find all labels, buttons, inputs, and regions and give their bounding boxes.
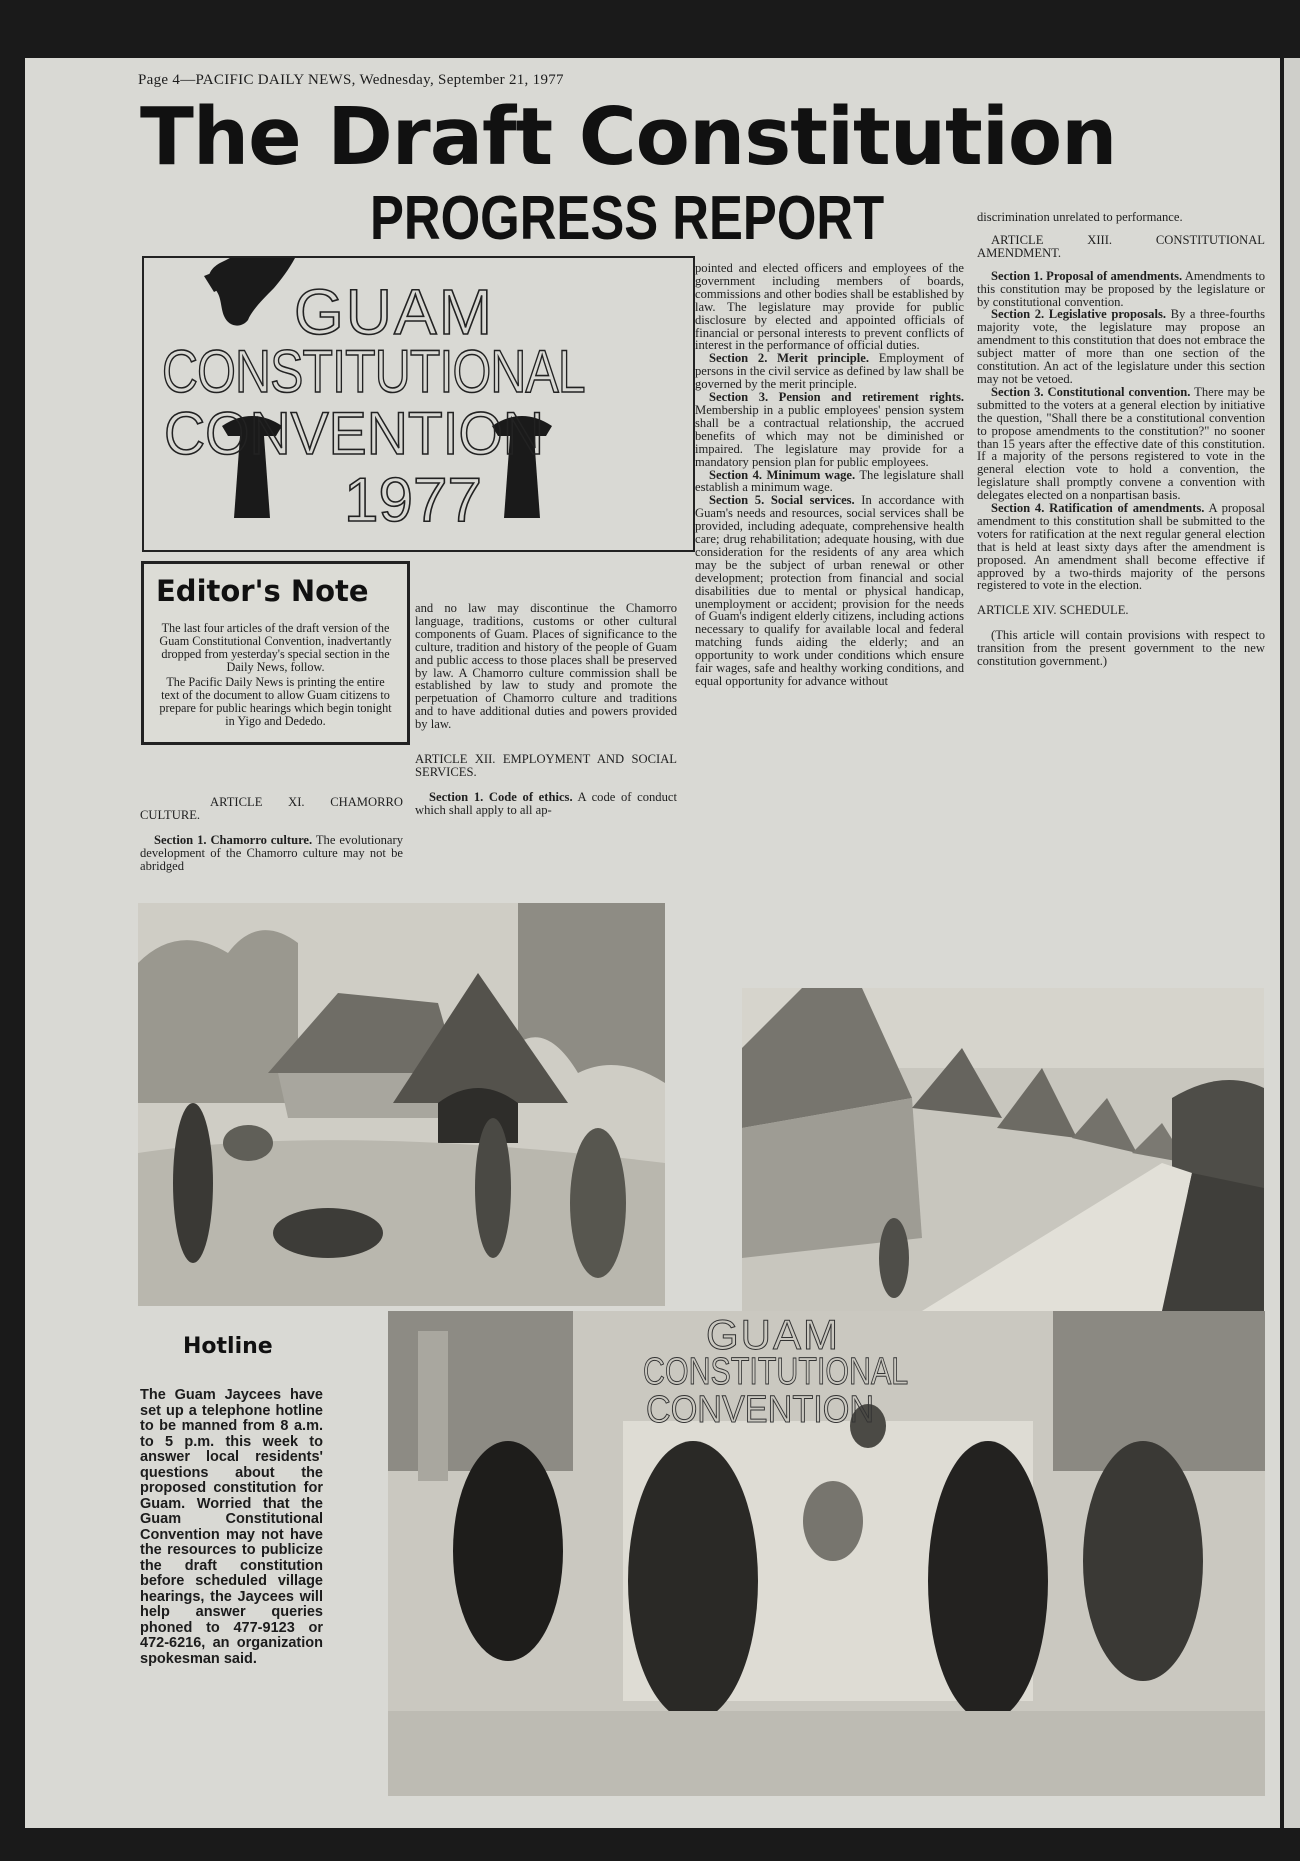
section-text: A code of conduct which shall apply to all ap- bbox=[415, 789, 677, 817]
editors-note-paragraph: The Pacific Daily News is printing the entire text of the document to allow Guam citizens to prepare for public hearings which begin tonight in Yigo and Dededo. bbox=[159, 675, 392, 728]
logo-line1: GUAM bbox=[294, 276, 494, 348]
editors-note-paragraph: The last four articles of the draft version of the Guam Constitutional Convention, inadvertantly dropped from yesterday's special section in the Daily News, follow. bbox=[159, 621, 392, 674]
section-heading: Section 1. Proposal of amendments. bbox=[991, 268, 1183, 283]
article-xiii-section-4 bbox=[977, 502, 1265, 592]
article-xii-heading: ARTICLE XII. EMPLOYMENT AND SOCIAL SERVICES. bbox=[415, 752, 677, 779]
section-text: The evolutionary development of the Chamorro culture may not be abridged bbox=[140, 832, 403, 873]
convention-delegates-photo bbox=[388, 1311, 1265, 1796]
photo-banner-line3: CONVENTION bbox=[646, 1389, 875, 1431]
section-heading: Section 1. Chamorro culture. bbox=[154, 832, 313, 847]
section-text: The legislature shall establish a minimum wage. bbox=[695, 467, 964, 495]
photo-banner-line1: GUAM bbox=[706, 1311, 840, 1358]
headline: The Draft Constitution bbox=[140, 91, 1117, 183]
article-xiv-note: (This article will contain provisions with respect to transition from the present government to the new constitution government.) bbox=[977, 628, 1265, 669]
column-3 bbox=[695, 262, 964, 688]
section-heading: Section 4. Minimum wage. bbox=[709, 467, 856, 482]
article-xiv-heading: ARTICLE XIV. SCHEDULE. bbox=[977, 603, 1129, 618]
article-xi-heading: ARTICLE XI. CHAMORRO CULTURE. bbox=[140, 795, 403, 822]
article-xii-section-3 bbox=[695, 391, 964, 468]
village-street-drawing bbox=[742, 988, 1264, 1311]
thatched-houses-photo bbox=[742, 988, 1264, 1311]
village-drawing bbox=[138, 903, 665, 1306]
column-4 bbox=[977, 211, 1265, 668]
convention-logo bbox=[142, 256, 695, 552]
section-heading: Section 5. Social services. bbox=[709, 493, 855, 508]
logo-line3: CONVENTION bbox=[164, 400, 545, 467]
article-xiii-heading: ARTICLE XIII. CONSTITUTIONAL AMENDMENT. bbox=[977, 232, 1265, 260]
article-xii-section-2 bbox=[695, 352, 964, 391]
section-heading: Section 1. Code of ethics. bbox=[429, 789, 573, 804]
hotline-body: The Guam Jaycees have set up a telephone hotline to be manned from 8 a.m. to 5 p.m. this week to answer local residents' questions about the proposed constitution for Guam. Worried that the Guam Constitutional Convention may not have the resources to publicize the draft constitution before scheduled village hearings, the Jaycees will help answer queries phoned to 477-9123 or 472-6216, an organization spokesman said. bbox=[140, 1387, 323, 1667]
subhead: PROGRESS REPORT bbox=[370, 184, 885, 253]
article-xii-continued: discrimination unrelated to performance. bbox=[977, 210, 1183, 224]
next-page-edge bbox=[1284, 58, 1300, 1828]
article-xii-section-4 bbox=[695, 469, 964, 495]
photo-banner-line2: CONSTITUTIONAL bbox=[643, 1351, 909, 1393]
section-heading: Section 2. Merit principle. bbox=[709, 351, 869, 366]
article-xiii-section-2 bbox=[977, 308, 1265, 385]
section-text: A proposal amendment to this constitution shall be submitted to the voters for ratification at the next regular general election that is held at least sixty days after the amendment is proposed. An amendment shall become effective if approved by a two-thirds majority of the persons registered to vote in the election. bbox=[977, 501, 1266, 593]
article-xi-continued: and no law may discontinue the Chamorro language, traditions, customs or other cultural components of Guam. Places of significance to the culture, tradition and history of the people of Guam and public access to those places shall be preserved by law. A Chamorro culture commission shall be established by law to study and promote the perpetuation of Chamorro culture and traditions and to have additional duties and powers provided by law. bbox=[415, 601, 677, 732]
editors-note-box bbox=[141, 561, 410, 745]
article-xiii-section-1 bbox=[977, 270, 1265, 309]
section-text: There may be submitted to the voters at a general election by initiative the question, "Shall there be a constitutional convention to propose amendments to the constitution?" no sooner than 15 years after the effective date of this constitution. If a majority of the persons registered to vote in the general election vote to hold a convention, the legislature shall promptly convene a convention with delegates elected on a nonpartisan basis. bbox=[977, 384, 1265, 503]
section-text: By a three-fourths majority vote, the legislature may propose an amendment to this constitution that does not embrace the subject matter of more than one section of the constitution. An act of the legislature under this section may not be vetoed. bbox=[977, 307, 1265, 386]
section-text: In accordance with Guam's needs and resources, social services shall be provided, including adequate, comprehensive health care; drug rehabilitation; adequate housing, with due consideration for the residents of any area which may be the subject of urban renewal or other development; protection from financial and social disabilities due to mental or physical handicap, unemployment or accident; provision for the needs of Guam's indigent elderly citizens, including actions necessary to qualify for available local and federal matching funds aiding the elderly; and an opportunity to work under conditions which ensure fair wages, safe and healthy working conditions, and equal opportunity for advance without bbox=[695, 493, 964, 688]
column-1 bbox=[140, 790, 403, 873]
section-heading: Section 3. Constitutional convention. bbox=[991, 384, 1191, 399]
chamorro-village-illustration bbox=[138, 903, 665, 1306]
column-2 bbox=[415, 602, 677, 817]
article-xi-section-1 bbox=[140, 834, 403, 873]
article-xii-section-1 bbox=[415, 791, 677, 817]
editors-note-body bbox=[158, 622, 393, 730]
section-text: Employment of persons in the civil service as defined by law shall be governed by the merit principle. bbox=[695, 351, 964, 392]
article-xiii-section-3 bbox=[977, 386, 1265, 502]
article-xii-section-5 bbox=[695, 494, 964, 688]
section-heading: Section 3. Pension and retirement rights. bbox=[709, 390, 964, 405]
article-xii-section-1-continued: pointed and elected officers and employees of the government including members of boards, commissions and other bodies shall be established by law. The legislature may provide for public disclosure by elected and appointed officials of financial or personal interests to prevent conflicts of interest in the performance of official duties. bbox=[695, 261, 964, 353]
section-heading: Section 4. Ratification of amendments. bbox=[991, 501, 1205, 516]
section-text: Amendments to this constitution may be proposed by the legislature or by constitutional convention. bbox=[977, 268, 1265, 309]
editors-note-title: Editor's Note bbox=[156, 574, 369, 608]
logo-line2: CONSTITUTIONAL bbox=[162, 338, 585, 405]
hotline-title: Hotline bbox=[183, 1334, 273, 1359]
dateline: Page 4—PACIFIC DAILY NEWS, Wednesday, September 21, 1977 bbox=[138, 72, 564, 88]
section-text: Membership in a public employees' pension system shall be a contractual relationship, the accrued benefits of which may not be diminished or impaired. The legislature may provide for a mandatory pension plan for public employees. bbox=[695, 402, 964, 469]
logo-year: 1977 bbox=[344, 466, 482, 535]
section-heading: Section 2. Legislative proposals. bbox=[991, 307, 1167, 322]
newspaper-page bbox=[25, 58, 1280, 1828]
